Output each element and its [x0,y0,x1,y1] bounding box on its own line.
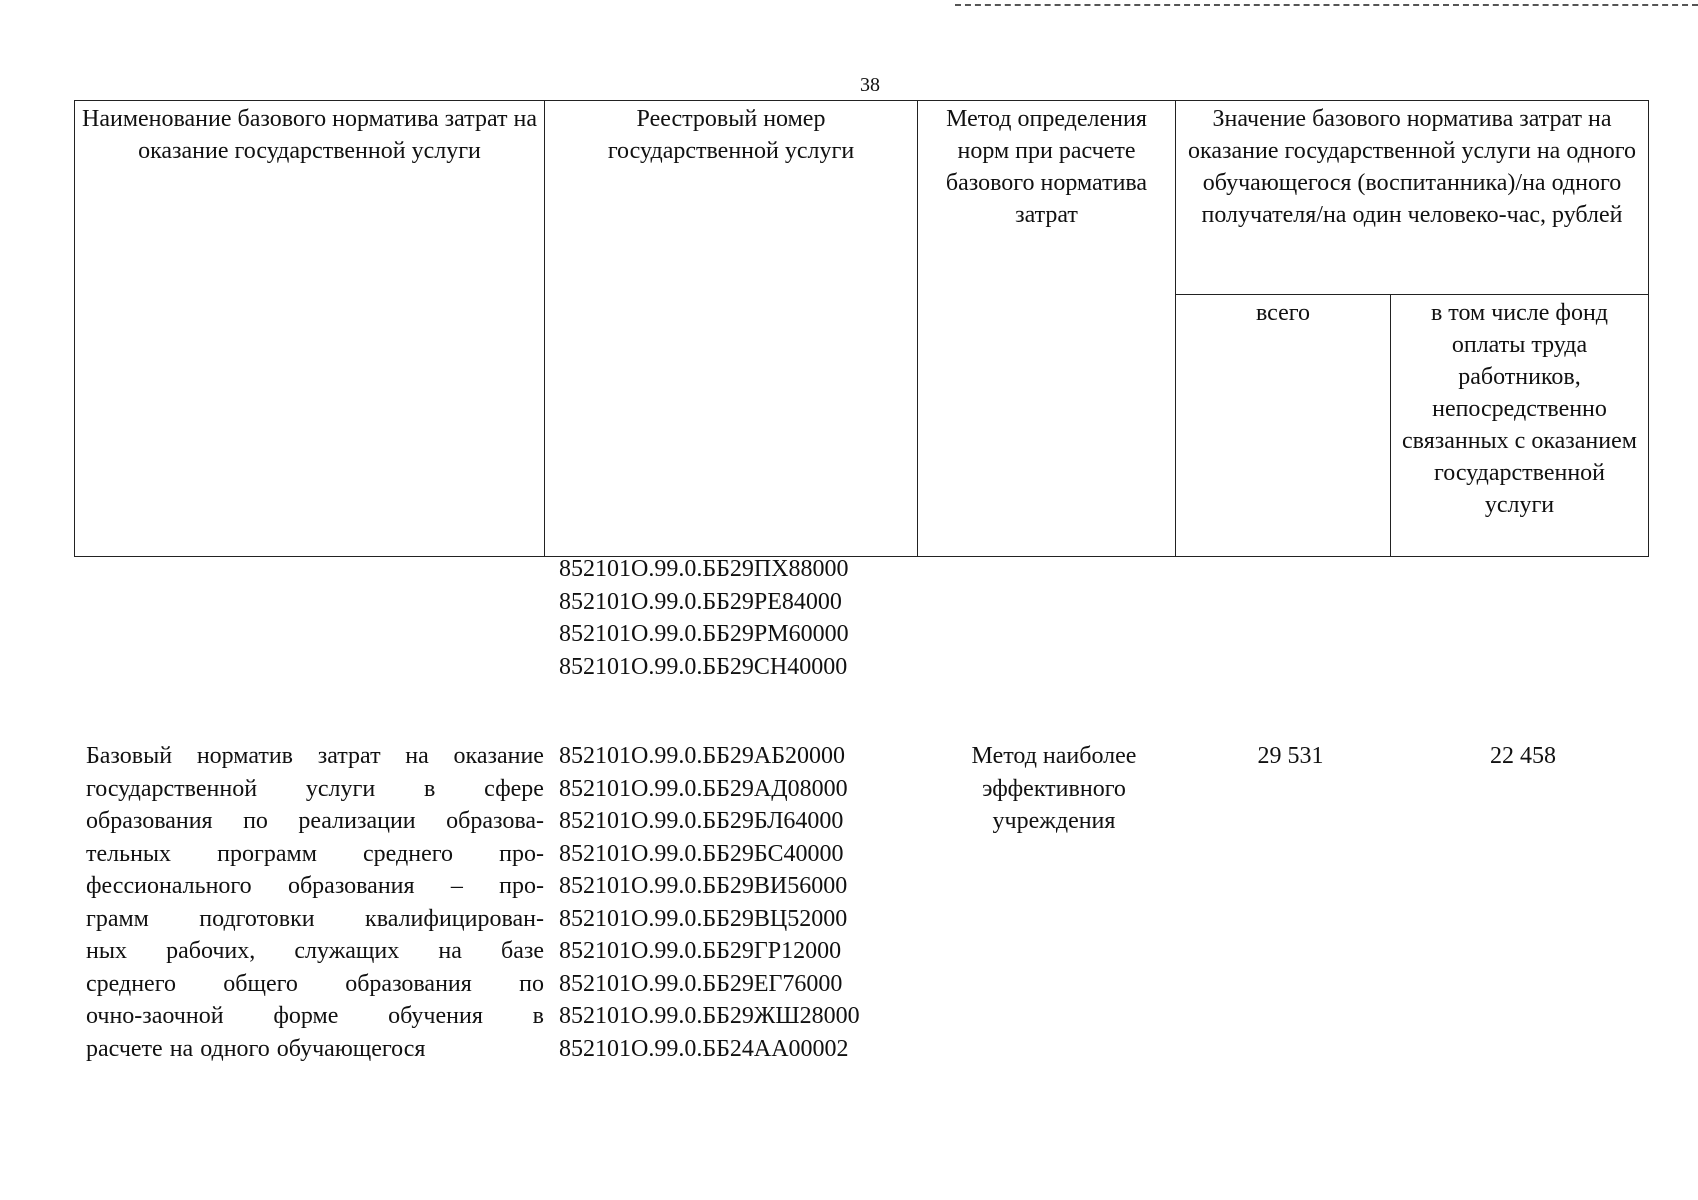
registry-code: 852101О.99.0.ББ29БС40000 [559,840,844,867]
name-word: образования [345,970,472,997]
service-name-cell [86,740,544,1065]
registry-code: 852101О.99.0.ББ29ВЦ52000 [559,905,848,932]
continued-codes-list [559,553,849,683]
header-payroll: в том числе фонд оплаты труда работников, непосредственно связанных с оказанием государственной услуги [1391,295,1649,557]
page-number: 38 [860,74,880,96]
name-word: в [532,1003,544,1029]
name-word: форме [273,1003,339,1029]
name-line [86,903,544,936]
name-word: очно-заочной [86,1003,224,1029]
name-word: базе [501,938,544,964]
name-word: среднего [363,840,453,867]
name-word: – [450,873,463,899]
header-name: Наименование базового норматива затрат на оказание государственной услуги [75,101,545,557]
registry-code: 852101О.99.0.ББ29РМ60000 [559,621,849,647]
registry-code: 852101О.99.0.ББ29ЖШ28000 [559,1003,860,1029]
name-word: обучения [388,1003,483,1029]
name-line [86,870,544,903]
name-word: по [519,970,544,997]
name-word: норматив [196,743,294,769]
registry-code: 852101О.99.0.ББ29СН40000 [559,653,848,680]
name-word: одного [200,1035,270,1062]
name-word: обучающегося [276,1035,426,1062]
name-word: служащих [294,938,400,964]
header-total: всего [1176,295,1391,557]
name-line [86,968,544,1001]
value-total-cell: 29 531 [1257,743,1324,769]
method-cell: Метод наиболее эффективного учреждения [971,743,1137,834]
name-word: образования [86,808,213,834]
name-word: реализации [298,808,416,834]
name-line [86,1000,544,1033]
name-word: среднего [86,970,176,997]
name-line [86,838,544,871]
name-word: в [424,775,436,802]
header-method: Метод определения норм при расчете базового норматива затрат [918,101,1176,557]
name-line [86,1033,544,1066]
registry-code: 852101О.99.0.ББ29ПХ88000 [559,556,849,582]
name-word: оказание [453,743,544,769]
name-word: сфере [484,775,544,802]
registry-code: 852101О.99.0.ББ29АБ20000 [559,743,846,769]
name-word: на [405,743,429,769]
name-word: на [169,1035,194,1062]
registry-code: 852101О.99.0.ББ29БЛ64000 [559,808,844,834]
name-word: Базовый [86,743,173,769]
value-payroll-cell: 22 458 [1490,743,1556,769]
name-word: общего [223,970,298,997]
top-dashed-line [955,4,1698,6]
name-word: грамм [86,905,149,932]
header-registry-number: Реестровый номер государственной услуги [545,101,918,557]
registry-code: 852101О.99.0.ББ29ГР12000 [559,938,842,964]
name-word: государственной [86,775,258,802]
name-line [86,805,544,838]
name-word: про- [499,840,544,867]
name-word: на [438,938,462,964]
name-line [86,773,544,806]
registry-code: 852101О.99.0.ББ29ВИ56000 [559,873,848,899]
registry-code: 852101О.99.0.ББ29РЕ84000 [559,588,842,615]
registry-codes-list [559,740,860,1065]
name-word: затрат [317,743,381,769]
registry-code: 852101О.99.0.ББ24АА00002 [559,1035,849,1062]
name-line [86,740,544,773]
name-word: ных [86,938,127,964]
name-word: фессионального [86,873,252,899]
name-word: образова- [446,808,544,834]
name-word: программ [217,840,317,867]
header-value-group: Значение базового норматива затрат на оказание государственной услуги на одного обучающегося (воспитанника)/на одного получателя/на один человеко-час, рублей [1176,101,1649,295]
name-word: услуги [305,775,376,802]
name-word: подготовки [199,905,315,932]
registry-code: 852101О.99.0.ББ29АД08000 [559,775,848,802]
registry-code: 852101О.99.0.ББ29ЕГ76000 [559,970,843,997]
name-word: расчете [86,1035,163,1062]
table-header [74,100,1649,557]
name-word: тельных [86,840,172,867]
name-line [86,935,544,968]
name-word: рабочих, [166,938,256,964]
name-word: образования [287,873,415,899]
name-word: квалифицирован- [365,905,544,932]
name-word: по [243,808,268,834]
name-word: про- [499,873,544,899]
